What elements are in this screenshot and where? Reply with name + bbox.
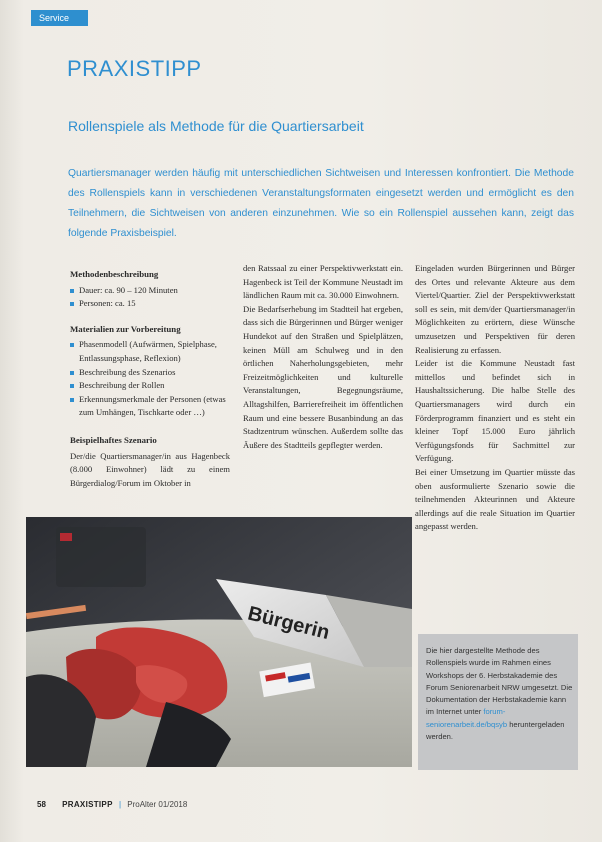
column-2-paragraph-2: Die Bedarfserhebung im Stadtteil hat ergeben, dass sich die Bürgerinnen und Bürger weniger Hundekot auf den Straßen und Spielplätzen, keinen Müll am Schulweg und in den örtlichen Naherholungsgebieten, mehr Freizeitmöglichkeiten und kulturelle Veranstaltungen, Begegnungsräume, Alltagshilfen, Barrierefreiheit im öffentlichen Raum und eine bessere Busanbindung an das Stadtzentrum wünschen. Außerdem sollte das Äußere des Stadtteils gepflegter werden. <box>243 303 403 450</box>
page-title: PRAXISTIPP <box>67 56 202 81</box>
footer-separator: | <box>118 800 122 809</box>
page-footer <box>37 800 187 809</box>
section-tag: Service <box>31 10 88 26</box>
material-list <box>70 338 230 420</box>
info-text-end: heruntergeladen werden. <box>426 719 565 742</box>
column-1 <box>70 262 230 490</box>
method-heading: Methodenbeschreibung <box>70 269 159 279</box>
list-item: Personen: ca. 15 <box>70 297 230 311</box>
footer-publication: ProAlter 01/2018 <box>127 800 188 809</box>
footer-section: PRAXISTIPP <box>62 800 113 809</box>
column-3-paragraph-1: Eingeladen wurden Bürgerinnen und Bürger des Ortes und relevante Akteure aus dem Viertel/Quartier. Ziel der Perspektivwerkstatt soll es sein, mit dem/der Quartiersmanager/in Möglichkeiten zu erörtern, diese Wünsche umzusetzen und Perspektiven für deren Realisierung zu erfassen. <box>415 263 575 355</box>
info-box-text <box>426 645 574 743</box>
list-item: Dauer: ca. 90 – 120 Minuten <box>70 284 230 298</box>
page-number: 58 <box>37 800 46 809</box>
list-item: Phasenmodell (Aufwärmen, Spielphase, Entlassungsphase, Reflexion) <box>70 338 230 365</box>
article-subtitle: Rollenspiele als Methode für die Quartiersarbeit <box>68 118 364 134</box>
intro-paragraph: Quartiersmanager werden häufig mit unterschiedlichen Sichtweisen und Interessen konfrontiert. Die Methode des Rollenspiels kann in verschiedenen Veranstaltungsformaten eingesetzt werden und ermöglicht es den Teilnehmern, die Sichtweisen von anderen einzunehmen. Wie so ein Rollenspiel aussehen kann, zeigt das folgende Praxisbeispiel. <box>68 168 574 239</box>
column-2 <box>243 262 403 452</box>
list-item: Beschreibung des Szenarios <box>70 366 230 380</box>
example-heading: Beispielhaftes Szenario <box>70 434 157 445</box>
list-item: Beschreibung der Rollen <box>70 379 230 393</box>
column-3 <box>415 262 575 534</box>
example-text: Der/die Quartiersmanager/in aus Hagenbeck (8.000 Einwohner) lädt zu einem Bürgerdialog/Forum im Oktober in <box>70 450 230 488</box>
nameplate-text: Bürgerin <box>245 602 332 645</box>
documentation-link[interactable]: forum-seniorenarbeit.de/bqsyb <box>426 707 508 729</box>
info-text: Die hier dargestellte Methode des Rollenspiels wurde im Rahmen eines Workshops der 6. Herbstakademie des Forum Seniorenarbeit NRW umgesetzt. Die Dokumentation der Herbstakademie kann im Internet unter <box>426 646 573 717</box>
column-3-paragraph-2: Leider ist die Kommune Neustadt fast mittellos und befindet sich in Haushaltssicherung. Die halbe Stelle des Quartiersmanagers wird durch ein Förderprogramm finanziert und es steht ein kleiner Topf 15.000 Euro jährlich Verfügungsfonds für Sachmittel zur Verfügung. <box>415 358 575 464</box>
material-heading: Materialien zur Vorbereitung <box>70 323 181 334</box>
column-2-paragraph-1: den Ratssaal zu einer Perspektivwerkstatt ein. Hagenbeck ist Teil der Kommune Neustadt im ländlichen Raum mit ca. 30.000 Einwohnern. <box>243 263 403 301</box>
role-play-photo <box>26 517 412 767</box>
method-list <box>70 284 230 311</box>
column-3-paragraph-3: Bei einer Umsetzung im Quartier müsste das oben ausformulierte Szenario sowie die teilnehmenden Akteurinnen und Akteure allerdings auf die reale Situation im Quartier angepasst werden. <box>415 466 575 532</box>
list-item: Erkennungsmerkmale der Personen (etwas zum Umhängen, Tischkarte oder …) <box>70 393 230 420</box>
